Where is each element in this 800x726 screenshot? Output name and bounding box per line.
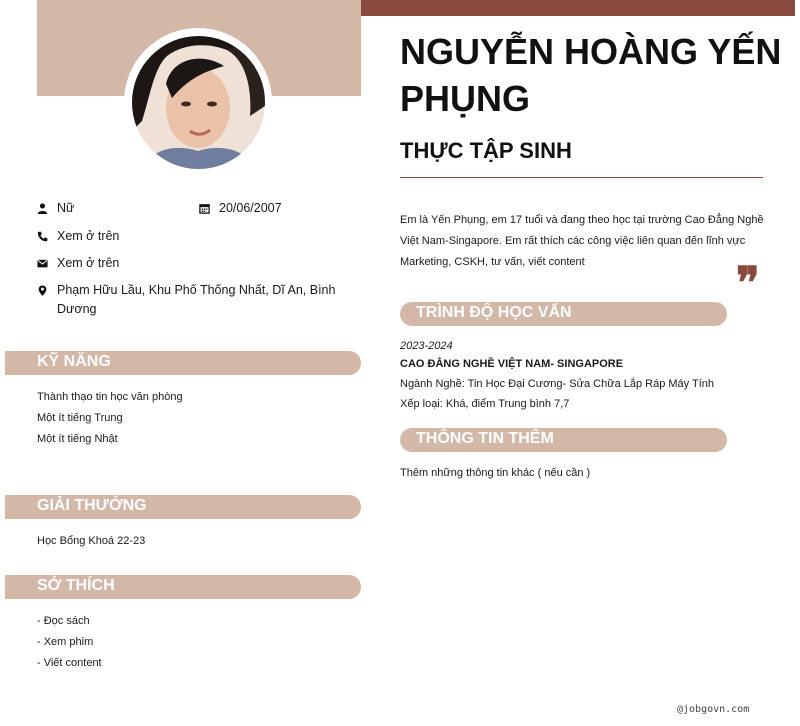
user-icon [37,199,57,218]
extra-info-title: THÔNG TIN THÊM [416,430,554,447]
candidate-name: NGUYỄN HOÀNG YẾN PHỤNG [400,31,782,119]
award-item: Học Bổng Khoá 22-23 [37,535,146,547]
skill-item: Thành thạo tin học văn phòng [37,391,183,403]
hobbies-title: SỞ THÍCH [37,577,115,594]
hobby-item: - Đọc sách [37,615,90,627]
address-row [37,281,337,319]
skills-section-header [5,351,361,375]
calendar-icon [199,199,219,218]
hobbies-section-header [5,575,361,599]
awards-section-header [5,495,361,519]
email-text: Xem ở trên [57,256,120,270]
skill-item: Một ít tiếng Trung [37,412,123,424]
skills-title: KỸ NĂNG [37,353,111,370]
hobby-item: - Viết content [37,657,102,669]
phone-row [37,227,119,246]
footer-watermark: @jobgovn.com [677,704,750,715]
birthdate-text: 20/06/2007 [219,201,282,215]
skill-item: Một ít tiếng Nhật [37,433,118,445]
quote-icon: ❞ [736,258,760,309]
education-major: Ngành Nghề: Tin Học Đại Cương- Sửa Chữa Lắp Ráp Máy Tính [400,378,715,390]
birthdate-row [199,199,282,218]
extra-info-section-header [400,428,727,452]
awards-title: GIẢI THƯỞNG [37,497,147,514]
avatar [132,36,265,169]
header-divider [400,177,763,178]
location-icon [37,281,57,300]
email-row [37,254,119,273]
header-accent-bar [361,0,795,16]
gender-text: Nữ [57,201,75,215]
education-grade: Xếp loại: Khá, điểm Trung bình 7,7 [400,398,570,410]
education-school: CAO ĐẲNG NGHỀ VIỆT NAM- SINGAPORE [400,358,624,370]
hobby-item: - Xem phim [37,636,94,648]
career-summary: Em là Yến Phụng, em 17 tuổi và đang theo học tại trường Cao Đẳng Nghề Việt Nam-Singapore. Em rất thích các công việc liên quan đến lĩnh vực Marketing, CSKH, tư vấn, viết content [400,214,764,268]
mail-icon [37,254,57,273]
education-year: 2023-2024 [400,340,453,352]
gender-row [37,199,74,218]
address-text: Phạm Hữu Lầu, Khu Phố Thống Nhất, Dĩ An, Bình Dương [57,283,336,316]
education-section-header [400,302,727,326]
phone-icon [37,227,57,246]
candidate-role: THỰC TẬP SINH [400,138,572,163]
education-title: TRÌNH ĐỘ HỌC VẤN [416,304,572,321]
extra-info-text: Thêm những thông tin khác ( nếu cần ) [400,467,591,479]
phone-text: Xem ở trên [57,229,120,243]
